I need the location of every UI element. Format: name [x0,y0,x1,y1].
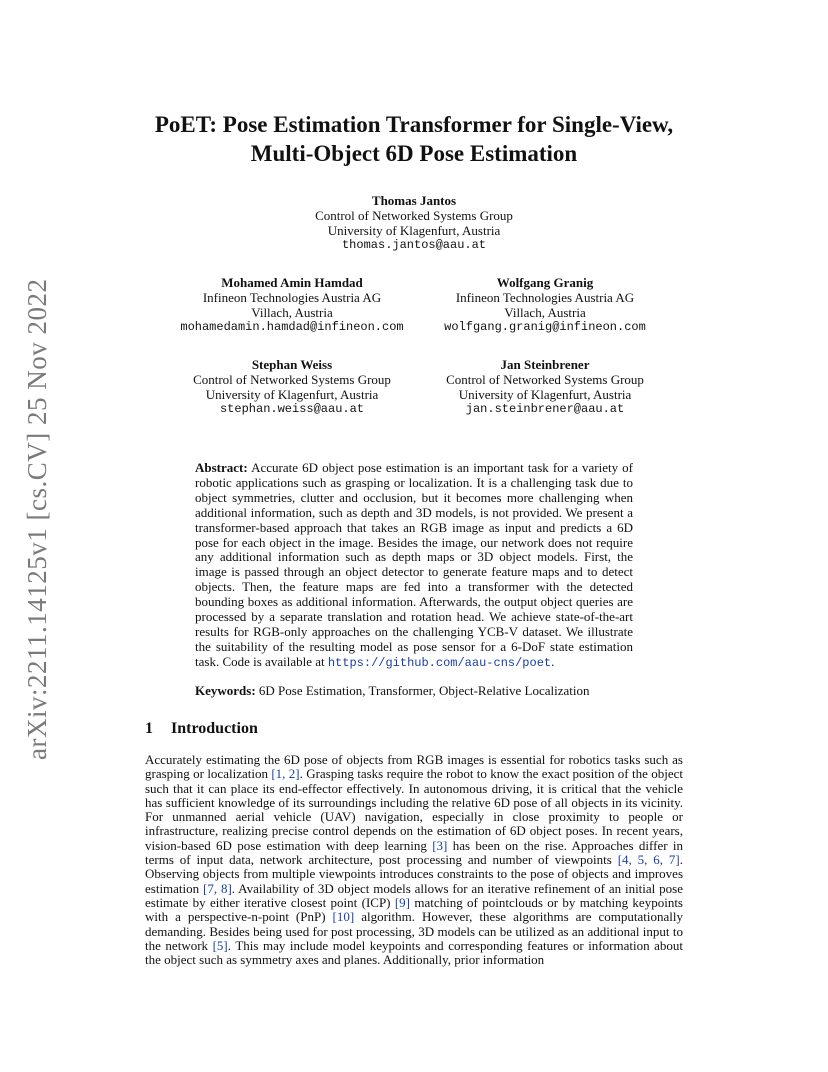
code-link[interactable]: https://github.com/aau-cns/poet [327,655,552,670]
author-block [167,357,417,417]
author-email[interactable]: wolfgang.granig@infineon.com [444,320,646,334]
author-affiliation: Control of Networked Systems Group [193,372,391,387]
citation-link[interactable]: [4, 5, 6, 7] [617,852,680,868]
citation-link[interactable]: [10] [332,909,355,925]
intro-text: has been on the rise. Approaches differ in terms of input data, network architecture, post processing and number of viewpoints [145,837,683,868]
author-affiliation: University of Klagenfurt, Austria [327,223,501,238]
author-email[interactable]: thomas.jantos@aau.at [341,238,487,252]
intro-text: matching of pointclouds or by matching keypoints with a perspective-n-point (PnP) [145,894,683,925]
author-block [420,275,670,335]
citation-link[interactable]: [5] [212,937,228,953]
author-affiliation: Control of Networked Systems Group [446,372,644,387]
section-heading [145,720,258,738]
section-number: 1 [145,720,153,737]
author-name: Mohamed Amin Hamdad [221,275,363,290]
paper-title [140,110,688,168]
intro-text: algorithm. However, these algorithms are computationally demanding. Besides being used for post processing, 3D models can be utilized as an additional input to the network [145,909,684,953]
intro-text: . Availability of 3D object models allows for an iterative refinement of an initial pose estimate by either iterative closest point (ICP) [145,880,683,910]
abstract-text: Accurate 6D object pose estimation is an important task for a variety of robotic applications such as grasping or localization. It is a challenging task due to object symmetries, clutter and occlusion, but it becomes more challenging when additional information, such as depth and 3D models, is not provided. We present a transformer-based approach that takes an RGB image as input and predicts a 6D pose for each object in the image. Besides the image, our network does not require any additional information such as depth maps or 3D object models. First, the image is passed through an object detector to generate feature maps and to detect objects. Then, the feature maps are fed into a transformer with the detected bounding boxes as additional information. Afterwards, the output object queries are processed by a separate translation and rotation head. We achieve state-of-the-art results for RGB-only approaches on the challenging YCB-V dataset. We illustrate the suitability of the resulting model as pose sensor for a 6-DoF state estimation task. Code is available at [195,460,633,669]
author-block [420,357,670,417]
author-affiliation: Control of Networked Systems Group [315,208,513,223]
author-name: Thomas Jantos [371,193,457,208]
abstract-end: . [551,653,555,669]
author-name: Stephan Weiss [251,357,333,372]
author-email[interactable]: mohamedamin.hamdad@infineon.com [180,320,404,334]
author-affiliation: Infineon Technologies Austria AG [455,290,635,305]
citation-link[interactable]: [7, 8] [203,880,232,896]
title-line-1: PoET: Pose Estimation Transformer for Single-View, [154,112,674,137]
arxiv-stamp: arXiv:2211.14125v1 [cs.CV] 25 Nov 2022 [22,278,52,760]
introduction-paragraph [145,753,683,967]
author-name: Wolfgang Granig [496,275,594,290]
author-block [167,275,417,335]
abstract-label: Abstract: [195,460,248,475]
author-affiliation: University of Klagenfurt, Austria [458,387,632,402]
author-affiliation: Villach, Austria [504,305,586,320]
author-email[interactable]: stephan.weiss@aau.at [219,402,365,416]
abstract [195,461,633,671]
keywords-text: 6D Pose Estimation, Transformer, Object-Relative Localization [258,683,590,698]
citation-link[interactable]: [1, 2] [271,766,300,782]
author-block [264,193,564,253]
citation-link[interactable]: [9] [394,894,411,910]
author-affiliation: University of Klagenfurt, Austria [205,387,379,402]
author-affiliation: Infineon Technologies Austria AG [202,290,382,305]
author-name: Jan Steinbrener [500,357,590,372]
section-title: Introduction [171,720,258,737]
title-line-2: Multi-Object 6D Pose Estimation [250,141,578,166]
author-affiliation: Villach, Austria [251,305,333,320]
author-email[interactable]: jan.steinbrener@aau.at [465,402,625,416]
intro-text: . This may include model keypoints and corresponding features or information about the object such as symmetry axes and planes. Additionally, prior information [145,937,684,968]
intro-text: . Grasping tasks require the robot to know the exact position of the object such that it can place its end-effector effectively. In autonomous driving, it is critical that the vehicle has sufficient knowledge of its surroundings including the relative 6D pose of all objects in its vicinity. For unmanned aerial vehicle (UAV) navigation, especially in close proximity to people or infrastructure, realizing precise control depends on the estimation of 6D object poses. In recent years, vision-based 6D pose estimation with deep learning [145,766,683,853]
intro-text: Accurately estimating the 6D pose of objects from RGB images is essential for robotics tasks such as grasping or localization [145,752,683,782]
intro-text: . Observing objects from multiple viewpoints introduces constraints to the pose of objects and improves estimation [145,852,683,896]
keywords [195,683,635,698]
citation-link[interactable]: [3] [432,837,448,853]
keywords-label: Keywords: [195,683,256,698]
